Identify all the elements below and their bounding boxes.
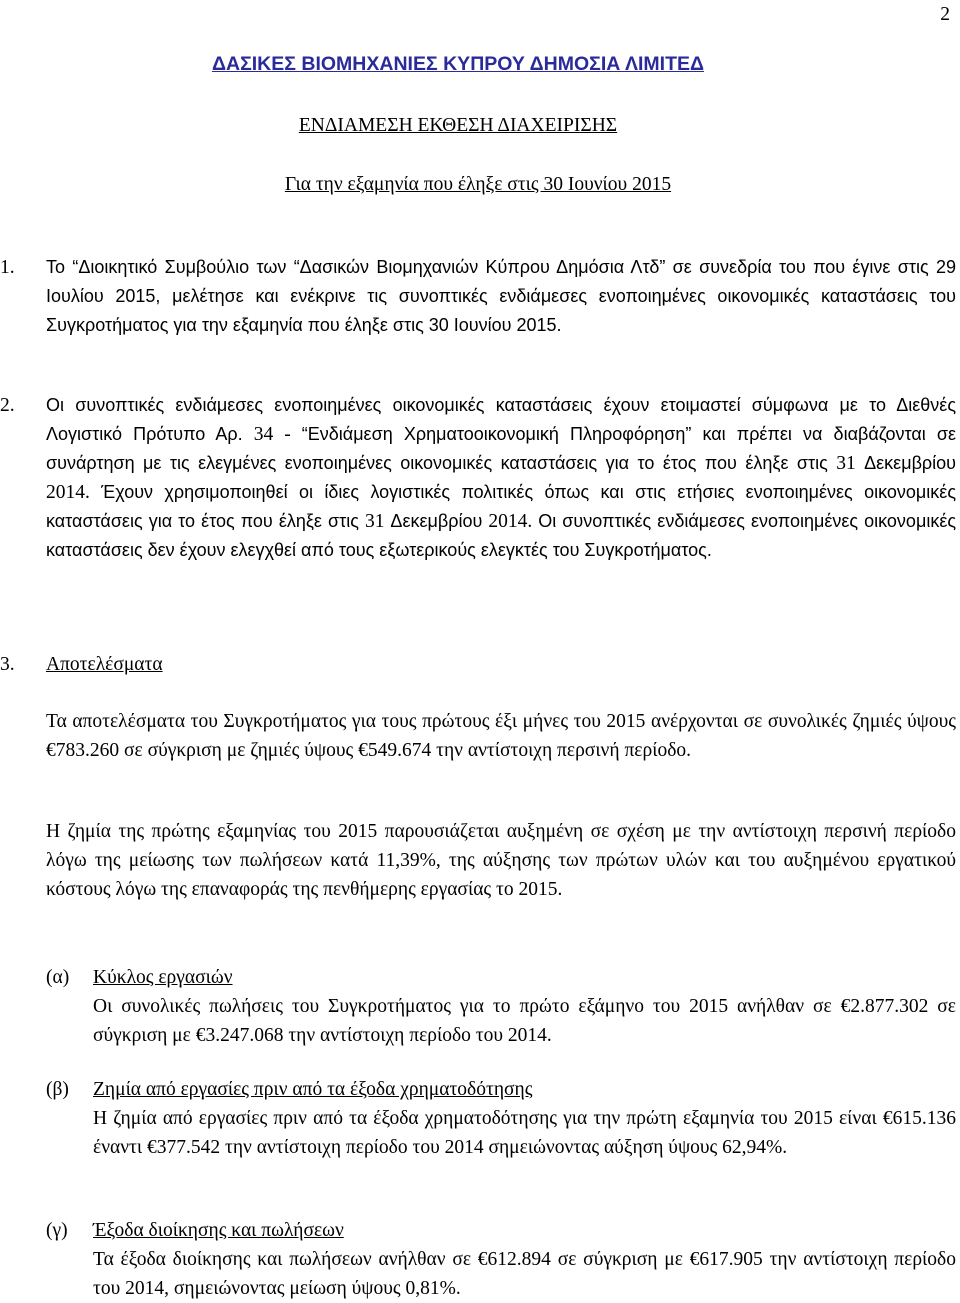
results-paragraph-2: Η ζημία της πρώτης εξαμηνίας του 2015 παρουσιάζεται αυξημένη σε σχέση με την αντίστοιχη περσινή περίοδο λόγω της μείωσης των πωλήσεων κατά 11,39%, της αύξησης των πρώτων υλών και του αυξημένου εργατικού κόστους λόγω της επαναφοράς της πενθήμερης εργασίας το 2015. [46,821,956,900]
section-1 [0,253,956,340]
subsection-c-letter: (γ) [46,1220,68,1241]
subsection-a-letter: (α) [46,967,70,988]
subsection-c-title: Έξοδα διοίκησης και πωλήσεων [93,1220,344,1241]
subsection-a-text: Οι συνολικές πωλήσεις του Συγκροτήματος για το πρώτο εξάμηνο του 2015 ανήλθαν σε €2.877.302 σε σύγκριση με €3.247.068 την αντίστοιχη περίοδο του 2014. [93,996,956,1046]
results-paragraph-1: Τα αποτελέσματα του Συγκροτήματος για τους πρώτους έξι μήνες του 2015 ανέρχονται σε συνολικές ζημιές ύψους €783.260 σε σύγκριση με ζημιές ύψους €549.674 την αντίστοιχη περσινή περίοδο. [46,711,956,761]
subsection-b-text: Η ζημία από εργασίες πριν από τα έξοδα χρηματοδότησης για την πρώτη εξαμηνία του 2015 είναι €615.136 έναντι €377.542 την αντίστοιχη περίοδο του 2014 σημειώνοντας αύξηση ύψους 62,94%. [93,1108,956,1158]
section-3-heading: Αποτελέσματα [46,654,163,675]
section-1-number: 1. [0,257,15,278]
section-2-number: 2. [0,395,15,416]
subsection-c-text: Τα έξοδα διοίκησης και πωλήσεων ανήλθαν σε €612.894 σε σύγκριση με €617.905 την αντίστοιχη περίοδο του 2014, σημειώνοντας μείωση ύψους 0,81%. [93,1249,956,1299]
company-title: ΔΑΣΙΚΕΣ ΒΙΟΜΗΧΑΝΙΕΣ ΚΥΠΡΟΥ ΔΗΜΟΣΙΑ ΛΙΜΙΤΕΔ [211,53,705,75]
subsection-a-title: Κύκλος εργασιών [93,967,233,988]
subsection-b [46,1075,956,1162]
subsection-c [46,1216,956,1303]
subsection-a [46,963,956,1050]
page-number: 2 [940,4,950,25]
section-2-text: Οι συνοπτικές ενδιάμεσες ενοποιημένες οικονομικές καταστάσεις έχουν ετοιμαστεί σύμφωνα με το Διεθνές Λογιστικό Πρότυπο Αρ. 34 - “Ενδιάμεση Χρηματοοικονομική Πληροφόρηση” και πρέπει να διαβάζονται σε συνάρτηση με τις ελεγμένες ενοποιημένες οικονομικές καταστάσεις για το έτος που έληξε στις 31 Δεκεμβρίου 2014. Έχουν χρησιμοποιηθεί οι ίδιες λογιστικές πολιτικές όπως και στις ετήσιες ενοποιημένες οικονομικές καταστάσεις για το έτος που έληξε στις 31 Δεκεμβρίου 2014. Οι συνοπτικές ενδιάμεσες ενοποιημένες οικονομικές καταστάσεις δεν έχουν ελεγχθεί από τους εξωτερικούς ελεγκτές του Συγκροτήματος. [46,395,957,560]
report-title: ΕΝΔΙΑΜΕΣΗ ΕΚΘΕΣΗ ΔΙΑΧΕΙΡΙΣΗΣ [298,115,618,136]
report-period: Για την εξαμηνία που έληξε στις 30 Ιουνίου 2015 [284,174,672,195]
section-2 [0,391,956,565]
section-1-text: Το “Διοικητικό Συμβούλιο των “Δασικών Βιομηχανιών Κύπρου Δημόσια Λτδ” σε συνεδρία του που έγινε στις 29 Ιουλίου 2015, μελέτησε και ενέκρινε τις συνοπτικές ενδιάμεσες ενοποιημένες οικονομικές καταστάσεις του Συγκροτήματος για την εξαμηνία που έληξε στις 30 Ιουνίου 2015. [46,257,956,335]
subsection-b-letter: (β) [46,1079,69,1100]
section-3-number: 3. [0,654,15,675]
subsection-b-title: Ζημία από εργασίες πριν από τα έξοδα χρηματοδότησης [93,1079,533,1100]
